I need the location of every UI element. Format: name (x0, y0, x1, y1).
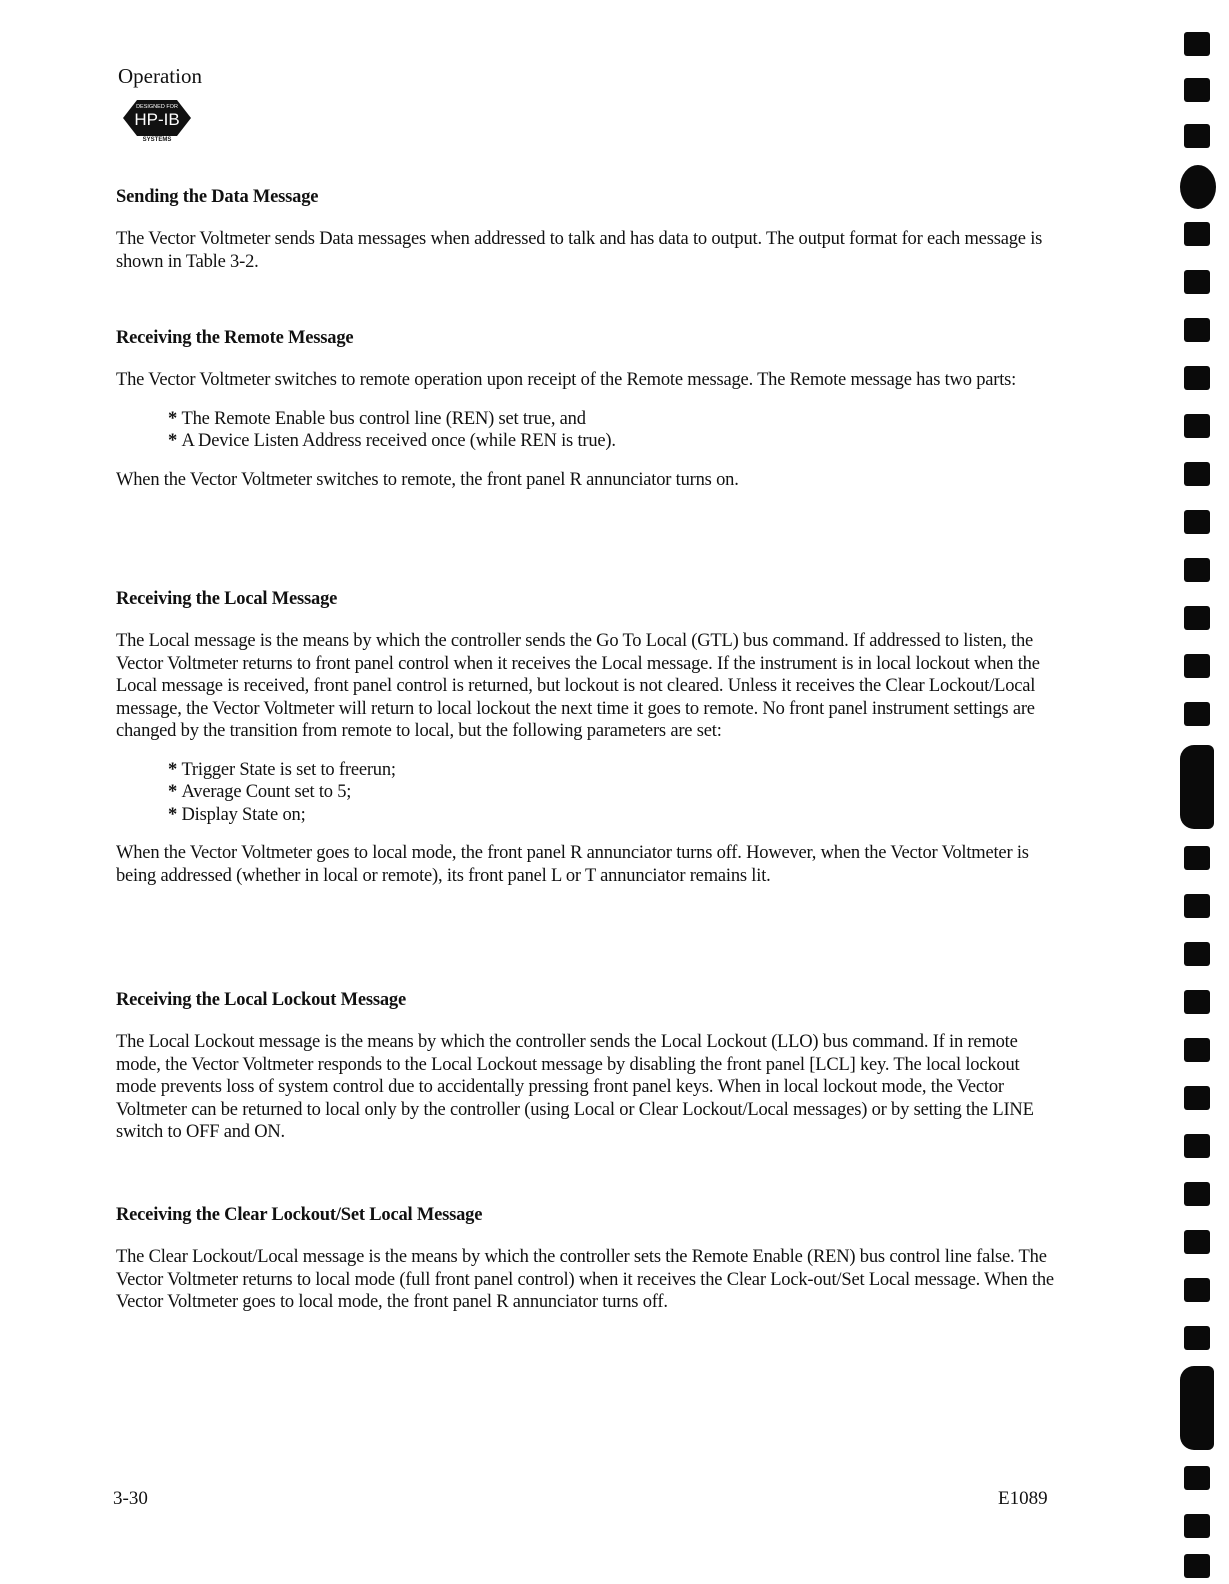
section-receiving-remote-message (116, 328, 1056, 491)
section-heading: Receiving the Local Lockout Message (116, 990, 406, 1010)
bullet-item: * The Remote Enable bus control line (REN) set true, and (168, 408, 1056, 431)
bullet-item: * A Device Listen Address received once (while REN is true). (168, 430, 1056, 453)
section-heading: Receiving the Remote Message (116, 328, 354, 348)
hp-ib-logo (113, 96, 201, 142)
svg-text:HP-IB: HP-IB (134, 110, 180, 129)
section-heading: Sending the Data Message (116, 187, 319, 207)
document-code: E1089 (998, 1488, 1048, 1509)
section-paragraph: The Vector Voltmeter sends Data messages when addressed to talk and has data to output. The output format for each message is shown in Table 3-2. (116, 229, 1043, 272)
section-paragraph: When the Vector Voltmeter goes to local mode, the front panel R annunciator turns off. However, when the Vector Voltmeter is being addressed (whether in local or remote), its front panel L or T annunciator remains lit. (116, 843, 1029, 886)
binding-holes (1176, 0, 1229, 1584)
section-paragraph: When the Vector Voltmeter switches to remote, the front panel R annunciator turns on. (116, 469, 739, 490)
section-paragraph: The Vector Voltmeter switches to remote operation upon receipt of the Remote message. The Remote message has two parts: (116, 370, 1017, 390)
section-paragraph: The Local Lockout message is the means by which the controller sends the Local Lockout (LLO) bus command. If in remote mode, the Vector Voltmeter responds to the Local Lockout message by disabling the front panel [LCL] key. The local lockout mode prevents loss of system control due to accidentally pressing front panel keys. When in local lockout mode, the Vector Voltmeter can be returned to local only by the controller (using Local or Clear Lockout/Local messages) or by setting the LINE switch to OFF and ON. (116, 1032, 1034, 1142)
svg-text:SYSTEMS: SYSTEMS (142, 137, 172, 142)
svg-text:DESIGNED FOR: DESIGNED FOR (136, 104, 178, 110)
bullet-item: * Trigger State is set to freerun; (168, 759, 1056, 782)
page-number: 3-30 (113, 1488, 148, 1509)
section-sending-data-message (116, 187, 1056, 273)
section-heading: Receiving the Clear Lockout/Set Local Message (116, 1205, 483, 1225)
bullet-item: * Average Count set to 5; (168, 781, 1056, 804)
section-heading: Receiving the Local Message (116, 589, 338, 609)
section-paragraph: The Local message is the means by which the controller sends the Go To Local (GTL) bus command. If addressed to listen, the Vector Voltmeter returns to front panel control when it receives the Local message. If the instrument is in local lockout when the Local message is received, front panel control is returned, but lockout is not cleared. Unless it receives the Clear Lockout/Local message, the Vector Voltmeter will return to local lockout the next time it goes to remote. No front panel instrument settings are changed by the transition from remote to local, but the following parameters are set: (116, 631, 1040, 741)
section-receiving-local-message (116, 589, 1056, 887)
section-receiving-local-lockout-message (116, 990, 1056, 1144)
page-section-title: Operation (118, 64, 202, 88)
bullet-list (168, 408, 1056, 453)
section-paragraph: The Clear Lockout/Local message is the means by which the controller sets the Remote Enable (REN) bus control line false. The Vector Voltmeter returns to local mode (full front panel control) when it receives the Clear Lock-out/Set Local message. When the Vector Voltmeter goes to local mode, the front panel R annunciator turns off. (116, 1247, 1054, 1312)
bullet-item: * Display State on; (168, 804, 1056, 827)
section-receiving-clear-lockout-message (116, 1205, 1056, 1314)
bullet-list (168, 759, 1056, 827)
